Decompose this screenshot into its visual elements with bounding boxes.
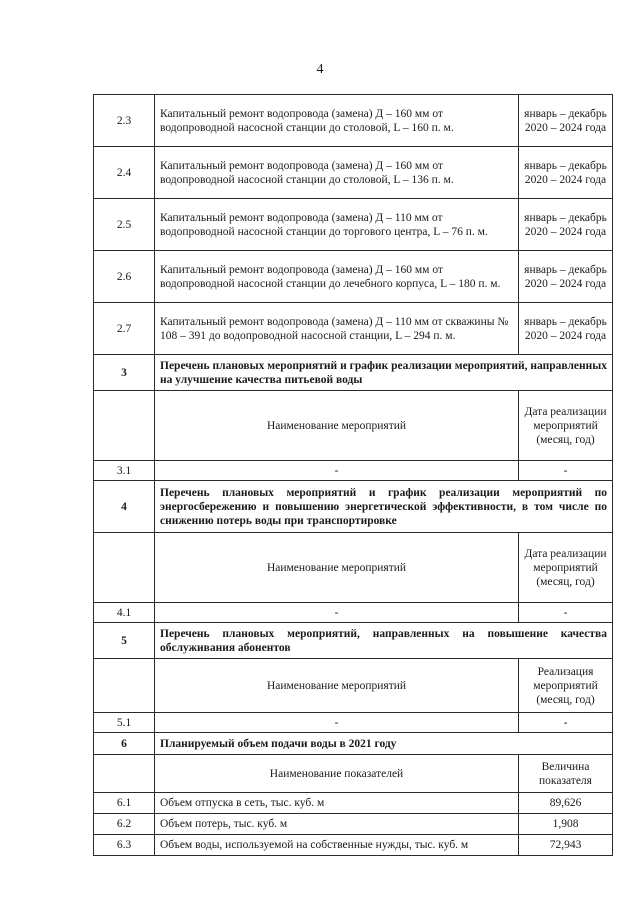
column-header-name: Наименование показателей xyxy=(155,755,519,793)
column-header-name: Наименование мероприятий xyxy=(155,391,519,461)
section-number: 3 xyxy=(94,355,155,391)
empty-cell xyxy=(94,391,155,461)
table-row xyxy=(94,199,613,251)
measure-description: Капитальный ремонт водопровода (замена) Д – 160 мм от водопроводной насосной станции до столовой, L – 136 п. м. xyxy=(155,147,519,199)
section-header-row xyxy=(94,733,613,755)
section-title: Перечень плановых мероприятий, направленных на повышение качества обслуживания абонентов xyxy=(155,623,613,659)
section-number: 5 xyxy=(94,623,155,659)
measure-date: январь – декабрь 2020 – 2024 года xyxy=(519,147,613,199)
column-header-name: Наименование мероприятий xyxy=(155,533,519,603)
row-number: 2.7 xyxy=(94,303,155,355)
row-number: 2.6 xyxy=(94,251,155,303)
column-header-row xyxy=(94,391,613,461)
column-header-value: Величина показателя xyxy=(519,755,613,793)
table-row xyxy=(94,461,613,481)
measure-date: январь – декабрь 2020 – 2024 года xyxy=(519,95,613,147)
column-header-date: Реализация мероприятий (месяц, год) xyxy=(519,659,613,713)
measure-description: Капитальный ремонт водопровода (замена) Д – 110 мм от водопроводной насосной станции до торгового центра, L – 76 п. м. xyxy=(155,199,519,251)
row-number: 5.1 xyxy=(94,713,155,733)
row-number: 6.3 xyxy=(94,835,155,856)
indicator-value: 72,943 xyxy=(519,835,613,856)
section-number: 4 xyxy=(94,481,155,533)
section-header-row xyxy=(94,355,613,391)
section-header-row xyxy=(94,481,613,533)
measure-date: январь – декабрь 2020 – 2024 года xyxy=(519,251,613,303)
row-number: 4.1 xyxy=(94,603,155,623)
column-header-date: Дата реализации мероприятий (месяц, год) xyxy=(519,391,613,461)
measure-date: январь – декабрь 2020 – 2024 года xyxy=(519,303,613,355)
indicator-name: Объем отпуска в сеть, тыс. куб. м xyxy=(155,793,519,814)
section-title: Перечень плановых мероприятий и график реализации мероприятий по энергосбережению и повышению энергетической эффективности, в том числе по снижению потерь воды при транспортировке xyxy=(155,481,613,533)
indicator-name: Объем потерь, тыс. куб. м xyxy=(155,814,519,835)
measure-description: Капитальный ремонт водопровода (замена) Д – 110 мм от скважины № 108 – 391 до водопроводной насосной станции, L – 294 п. м. xyxy=(155,303,519,355)
indicator-name: Объем воды, используемой на собственные нужды, тыс. куб. м xyxy=(155,835,519,856)
measure-date: - xyxy=(519,603,613,623)
empty-cell xyxy=(94,755,155,793)
measure-date: - xyxy=(519,713,613,733)
row-number: 3.1 xyxy=(94,461,155,481)
section-number: 6 xyxy=(94,733,155,755)
section-title: Планируемый объем подачи воды в 2021 году xyxy=(155,733,613,755)
measure-description: - xyxy=(155,603,519,623)
section-title: Перечень плановых мероприятий и график реализации мероприятий, направленных на улучшение качества питьевой воды xyxy=(155,355,613,391)
column-header-row xyxy=(94,533,613,603)
row-number: 2.4 xyxy=(94,147,155,199)
measure-description: Капитальный ремонт водопровода (замена) Д – 160 мм от водопроводной насосной станции до столовой, L – 160 п. м. xyxy=(155,95,519,147)
row-number: 6.1 xyxy=(94,793,155,814)
section-header-row xyxy=(94,623,613,659)
measure-date: - xyxy=(519,461,613,481)
row-number: 2.3 xyxy=(94,95,155,147)
table-row xyxy=(94,713,613,733)
row-number: 6.2 xyxy=(94,814,155,835)
column-header-date: Дата реализации мероприятий (месяц, год) xyxy=(519,533,613,603)
measure-date: январь – декабрь 2020 – 2024 года xyxy=(519,199,613,251)
row-number: 2.5 xyxy=(94,199,155,251)
table-row xyxy=(94,251,613,303)
column-header-row xyxy=(94,659,613,713)
empty-cell xyxy=(94,533,155,603)
column-header-row xyxy=(94,755,613,793)
table-row xyxy=(94,603,613,623)
column-header-name: Наименование мероприятий xyxy=(155,659,519,713)
measure-description: - xyxy=(155,461,519,481)
empty-cell xyxy=(94,659,155,713)
indicator-value: 89,626 xyxy=(519,793,613,814)
page-number: 4 xyxy=(316,62,324,77)
water-plan-table xyxy=(93,94,613,856)
table-row xyxy=(94,835,613,856)
table-row xyxy=(94,303,613,355)
table-row xyxy=(94,95,613,147)
measure-description: Капитальный ремонт водопровода (замена) Д – 160 мм от водопроводной насосной станции до лечебного корпуса, L – 180 п. м. xyxy=(155,251,519,303)
table-row xyxy=(94,147,613,199)
table-row xyxy=(94,814,613,835)
table-row xyxy=(94,793,613,814)
measure-description: - xyxy=(155,713,519,733)
indicator-value: 1,908 xyxy=(519,814,613,835)
